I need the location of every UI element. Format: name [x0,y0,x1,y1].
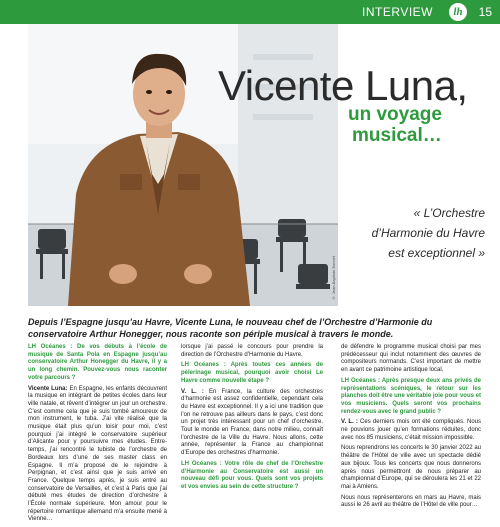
column-3-paragraph-1: de défendre le programme musical choisi par mes prédécesseur qui inclut notamment des œuvres de compositeurs normands. C’est important de mettre en avant ce patrimoine artistique local. [341,344,481,374]
pull-quote [345,203,485,263]
column-3-paragraph-3: Nous nous représenterons en mars au Havre, mais aussi le 26 avril au théâtre de l’Hôtel de ville pour… [341,494,481,509]
answer-2-text: En France, la culture des orchestres d’harmonie est assez confidentielle, cependant cela du Havre est exceptionnel. Il y a ici une tradition que l’on ne retrouve pas ailleurs dans le pays, c’est donc un projet très intéressant pour un chef d’orchestre. Tout le monde en France, dans notre milieu, connaît l’orchestre de la Ville du Havre. Nous allons, cette année, représenter la France au championnat d’Europe des orchestres d’harmonie. [181,388,323,457]
question-3: LH Océanes : Votre rôle de chef de l’Orchestre d’Harmonie au Conservatoire est aussi un nouveau défi pour vous. Quels sont vos projets et vos envies au sein de cette structure ? [181,460,323,490]
page-number: 15 [478,5,492,19]
answer-4-speaker: V. L. : [341,419,358,426]
pull-quote-line2: d’Harmonie du Havre [371,226,485,240]
column-3-paragraph-2: Nous reprendrons les concerts le 30 janvier 2022 au théâtre de l’Hôtel de ville avec un spectacle dédié aux bijoux. Tous les concerts que nous donnerons après nous permettront de nous préparer au championnat d’Europe, qui se déroulera les 21 et 22 mai à Amiens. [341,445,481,490]
answer-4-text: Ces derniers mois ont été compliqués. Nous ne pouvions jouer qu’en formations réduites, donc avec nos 85 musiciens, c’était mission impossible. [341,419,481,441]
question-4: LH Océanes : Après presque deux ans privés de représentations scéniques, le retour sur les planches doit être une véritable joie pour vous et vos musiciens. Quels seront vos prochains rendez-vous avec le grand public ? [341,377,481,415]
answer-4 [341,419,481,442]
answer-2-speaker: V. L. : [181,388,204,395]
answer-2 [181,389,323,458]
question-2: LH Océanes : Après toutes ces années de pèlerinage musical, pourquoi avoir choisi Le Havre comme nouvelle étape ? [181,362,323,384]
text-column-3 [341,344,481,513]
header-bar [0,0,500,24]
pull-quote-line1: « L’Orchestre [413,206,485,220]
headline-name: Vicente Luna, [218,62,468,109]
headline-subtitle-line1: un voyage [348,104,442,125]
answer-1-speaker: Vicente Luna: [28,385,68,392]
pull-quote-line3: est exceptionnel » [388,246,485,260]
answer-1-text: En Espagne, les enfants découvrent la musique en intégrant de petites écoles dans leur ville natale, et rêvent d’intégrer un jour un orchestre. C’est comme cela que je suis tombé amoureux de mon instrument, le tuba. J’ai vite réalisé que la musique était plus qu’un loisir pour moi, c’est pourquoi j’ai intégré le conservatoire supérieur d’Alicante pour y poursuivre mes études. Entre-temps, j’ai rencontré le tubiste de l’orchestre de Bordeaux lors d’une de ses master class en Espagne. Il m’a proposé de le rejoindre à Perpignan, et c’est ainsi que je suis arrivé en France. Quelque temps après, je suis entré au conservatoire de Versailles, et c’est à Paris que j’ai débuté mes études de direction d’orchestre à l’École normale supérieure. Mon amour pour le répertoire romantique allemand m’a ensuite mené à Vienne… [28,385,167,523]
column-2-paragraph-1: lorsque j’ai passé le concours pour prendre la direction de l’Orchestre d’Harmonie du Havre. [181,344,323,358]
answer-1 [28,386,167,525]
headline-subtitle-line2: musical… [352,125,442,146]
text-column-2 [181,344,323,495]
photo-credit: © Jean-Baptiste Bonnet [331,255,336,300]
magazine-logo-icon: lh [449,3,467,21]
section-label: INTERVIEW [362,5,433,19]
article-intro: Depuis l’Espagne jusqu’au Havre, Vicente Luna, le nouveau chef de l’Orchestre d’Harmonie du conservatoire Arthur Honegger, nous raconte son périple musical à travers le monde. [28,317,433,339]
question-1: LH Océanes : De vos débuts à l’école de musique de Santa Pola en Espagne jusqu’au conservatoire Arthur Honegger du Havre, il y a un long chemin. Pouvez-vous nous raconter votre parcours ? [28,344,167,381]
